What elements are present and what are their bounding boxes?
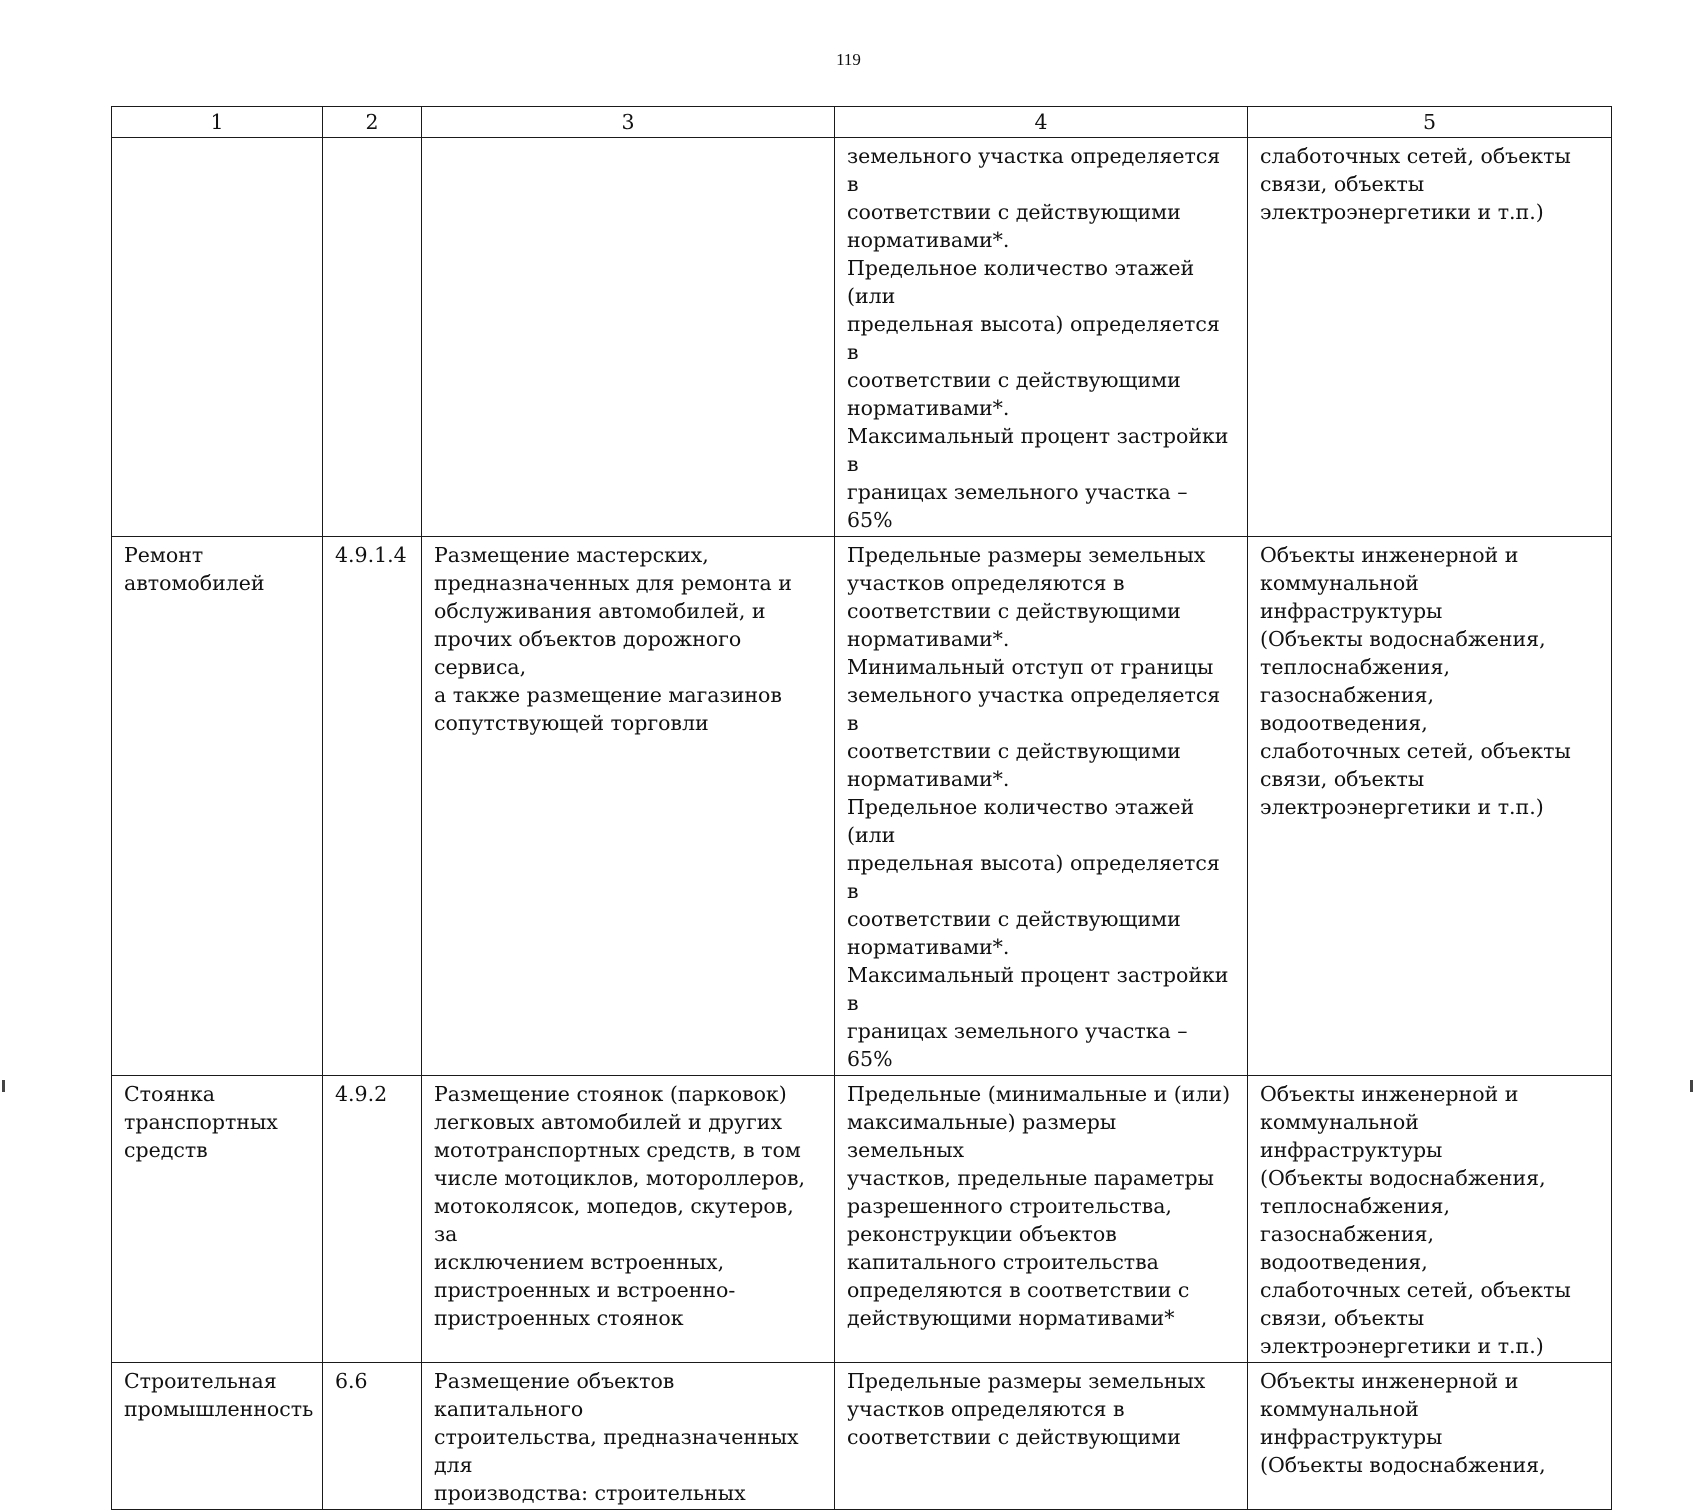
use-code: 4.9.2 <box>335 1082 388 1106</box>
use-description-cell <box>422 138 835 537</box>
use-description: Размещение мастерских, предназначенных для ремонта и обслуживания автомобилей, и прочих объектов дорожного сервиса, а также размещение магазинов сопутствующей торговли <box>434 543 792 735</box>
column-header: 2 <box>323 107 422 138</box>
column-header: 3 <box>422 107 835 138</box>
auxiliary-objects: Объекты инженерной и коммунальной инфраструктуры (Объекты водоснабжения, <box>1260 1369 1546 1477</box>
table-row <box>112 537 1612 1076</box>
use-description-cell <box>422 1363 835 1510</box>
scan-margin-mark <box>2 1080 5 1092</box>
scan-margin-mark <box>1690 1080 1693 1092</box>
use-code: 6.6 <box>335 1369 368 1393</box>
use-name: Ремонт автомобилей <box>124 543 265 595</box>
auxiliary-objects: Объекты инженерной и коммунальной инфраструктуры (Объекты водоснабжения, теплоснабжения, газоснабжения, водоотведения, слаботочных сетей, объекты связи, объекты электроэнергетики и т.п.) <box>1260 543 1571 819</box>
column-header: 5 <box>1248 107 1612 138</box>
land-use-table <box>111 106 1612 1510</box>
use-parameters: Предельные размеры земельных участков определяются в соответствии с действующими нормативами*. Минимальный отступ от границы земельного участка определяется в соответствии с действующими нормативами*. Предельное количество этажей (или предельная высота) определяется в соответствии с действующими нормативами*. Максимальный процент застройки в границах земельного участка – 65% <box>847 543 1229 1071</box>
use-parameters-cell <box>835 138 1248 537</box>
use-name-cell <box>112 1363 323 1510</box>
use-parameters-cell <box>835 1076 1248 1363</box>
page-number: 119 <box>836 50 861 69</box>
use-parameters: земельного участка определяется в соответствии с действующими нормативами*. Предельное количество этажей (или предельная высота) определяется в соответствии с действующими нормативами*. Максимальный процент застройки в границах земельного участка – 65% <box>847 144 1229 532</box>
use-code: 4.9.1.4 <box>335 543 407 567</box>
use-description: Размещение стоянок (парковок) легковых автомобилей и других мототранспортных средств, в том числе мотоциклов, мотороллеров, мотоколясок, мопедов, скутеров, за исключением встроенных, пристроенных и встроенно- пристроенных стоянок <box>434 1082 806 1330</box>
use-parameters-cell <box>835 1363 1248 1510</box>
table-row <box>112 1076 1612 1363</box>
auxiliary-objects-cell <box>1248 1076 1612 1363</box>
use-code-cell <box>323 138 422 537</box>
column-header: 1 <box>112 107 323 138</box>
use-name-cell <box>112 138 323 537</box>
use-code-cell <box>323 1363 422 1510</box>
use-code-cell <box>323 1076 422 1363</box>
use-description: Размещение объектов капитального строительства, предназначенных для производства: строительных <box>434 1369 799 1505</box>
use-name: Стоянка транспортных средств <box>124 1082 278 1162</box>
table-row <box>112 1363 1612 1510</box>
use-name: Строительная промышленность <box>124 1369 314 1421</box>
use-parameters: Предельные размеры земельных участков определяются в соответствии с действующими <box>847 1369 1206 1449</box>
column-header: 4 <box>835 107 1248 138</box>
auxiliary-objects: слаботочных сетей, объекты связи, объекты электроэнергетики и т.п.) <box>1260 144 1571 224</box>
table-row <box>112 138 1612 537</box>
use-name-cell <box>112 1076 323 1363</box>
use-parameters-cell <box>835 537 1248 1076</box>
auxiliary-objects-cell <box>1248 1363 1612 1510</box>
auxiliary-objects-cell <box>1248 138 1612 537</box>
use-parameters: Предельные (минимальные и (или) максимальные) размеры земельных участков, предельные параметры разрешенного строительства, реконструкции объектов капитального строительства определяются в соответствии с действующими нормативами* <box>847 1082 1231 1330</box>
auxiliary-objects-cell <box>1248 537 1612 1076</box>
use-code-cell <box>323 537 422 1076</box>
auxiliary-objects: Объекты инженерной и коммунальной инфраструктуры (Объекты водоснабжения, теплоснабжения, газоснабжения, водоотведения, слаботочных сетей, объекты связи, объекты электроэнергетики и т.п.) <box>1260 1082 1571 1358</box>
use-name-cell <box>112 537 323 1076</box>
use-description-cell <box>422 1076 835 1363</box>
table-header-row <box>112 107 1612 138</box>
use-description-cell <box>422 537 835 1076</box>
